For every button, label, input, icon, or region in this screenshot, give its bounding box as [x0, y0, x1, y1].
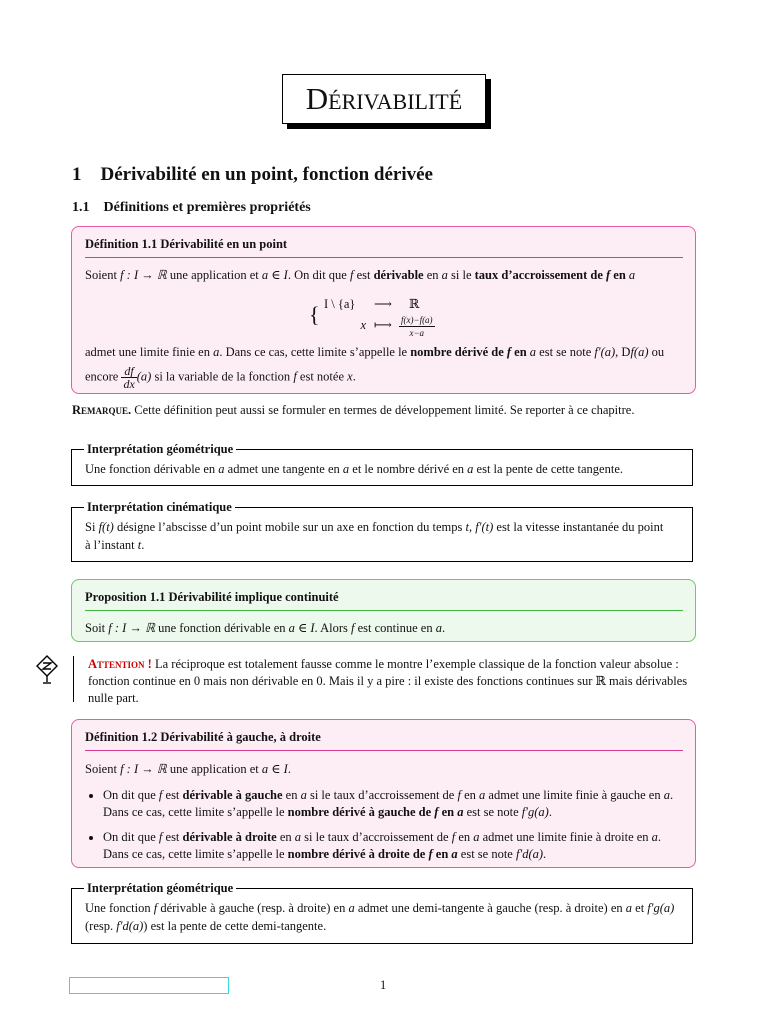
interpretation-text: Une fonction f dérivable à gauche (resp. à droite) en a admet une demi-tangente à gauche (resp. à droite) en a et f′g(a) (resp. f′d(a)) est la pente de cette demi-tangente. [85, 901, 675, 933]
definition-list [85, 787, 683, 871]
definition-header: Définition 1.1 Dérivabilité en un point [85, 237, 288, 251]
interpretation-label: Interprétation géométrique [84, 441, 236, 457]
definition-text: Soient f : I → ℝ une application et a ∈ I. [85, 762, 291, 776]
interpretation-label: Interprétation cinématique [84, 499, 235, 515]
warning-bar [73, 656, 74, 702]
interpretation-label: Interprétation géométrique [84, 880, 236, 896]
interpretation-text: Si f(t) désigne l’abscisse d’un point mobile sur un axe en fonction du temps t, f′(t) est la vitesse instantanée du point à l’instant t. [85, 520, 664, 552]
remark: Remarque. Cette définition peut aussi se formuler en termes de développement limité. Se reporter à ce chapitre. [72, 403, 635, 417]
proposition-text: Soit f : I → ℝ une fonction dérivable en a ∈ I. Alors f est continue en a. [85, 621, 446, 635]
mapping: I \ {a} ⟶ ℝ x ⟼ $\frac{f(x)-f(a)}{x-a}$ [324, 297, 433, 338]
section-heading: 1 Dérivabilité en un point, fonction dérivée [72, 164, 433, 185]
page-title: Dérivabilité [282, 74, 486, 124]
divider [85, 750, 683, 751]
definition-text: Soient f : I → ℝ une application et a ∈ I. On dit que f est dérivable en a si le taux d’accroissement de f en a [85, 268, 636, 282]
brace: { [309, 302, 320, 327]
warning-text: Attention ! La réciproque est totalement fausse comme le montre l’exemple classique de la fonction valeur absolue : fonction continue en 0 mais non dérivable en 0. Mais il y a pire : il existe des fonctions continues sur ℝ mais dérivables nulle part. [88, 657, 688, 705]
subsection-heading: 1.1 Définitions et premières propriétés [72, 200, 311, 215]
warning-sign-icon [36, 655, 58, 685]
interpretation-box [71, 500, 693, 562]
proposition-box [71, 579, 696, 642]
definition-box [71, 719, 696, 868]
interpretation-box [71, 881, 693, 944]
interpretation-box [71, 442, 693, 486]
divider [85, 610, 683, 611]
definition-header: Définition 1.2 Dérivabilité à gauche, à droite [85, 730, 321, 744]
list-item: • On dit que f est dérivable à gauche en a si le taux d’accroissement de f en a admet une limite finie à gauche en a. Dans ce cas, cette limite s’appelle le nombre dérivé à gauche de f en a est se note f′g(a). [103, 787, 683, 821]
definition-text: encore $\frac{df}{dx}$ (a) si la variable de la fonction f est notée x. [85, 364, 356, 391]
list-item: • On dit que f est dérivable à droite en a si le taux d’accroissement de f en a admet une limite finie à droite en a. Dans ce cas, cette limite s’appelle le nombre dérivé à droite de f en a est se note f′d(a). [103, 829, 683, 863]
definition-text: admet une limite finie en a. Dans ce cas, cette limite s’appelle le nombre dérivé de f en a est se note f′(a), Df(a) ou [85, 345, 665, 359]
page-number: 1 [380, 978, 387, 992]
interpretation-text: Une fonction dérivable en a admet une tangente en a et le nombre dérivé en a est la pente de cette tangente. [85, 462, 624, 476]
proposition-header: Proposition 1.1 Dérivabilité implique continuité [85, 590, 339, 604]
divider [85, 257, 683, 258]
definition-box [71, 226, 696, 394]
link-box[interactable] [69, 977, 229, 994]
